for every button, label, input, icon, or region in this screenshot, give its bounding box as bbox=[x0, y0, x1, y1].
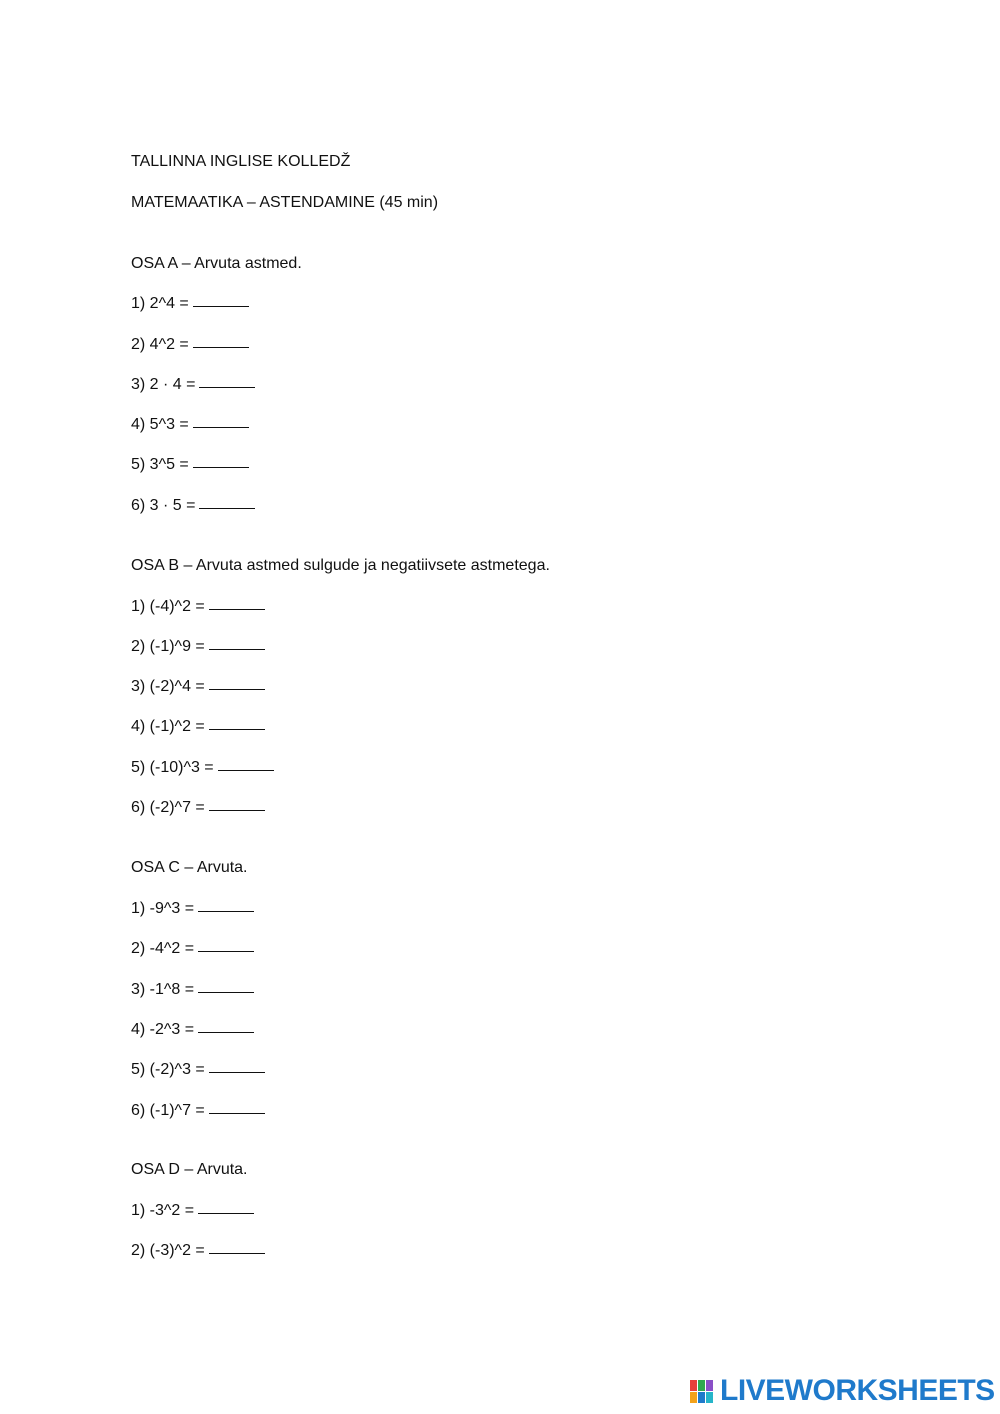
exercise-item: 5) (-10)^3 = bbox=[131, 758, 274, 778]
answer-blank[interactable] bbox=[193, 466, 249, 468]
exercise-item: 1) 2^4 = bbox=[131, 294, 249, 314]
answer-blank[interactable] bbox=[198, 991, 254, 993]
answer-blank[interactable] bbox=[209, 1071, 265, 1073]
section-c-title: OSA C – Arvuta. bbox=[131, 859, 248, 876]
exercise-item: 4) 5^3 = bbox=[131, 415, 249, 435]
worksheet-title: MATEMAATIKA – ASTENDAMINE (45 min) bbox=[131, 194, 439, 211]
answer-blank[interactable] bbox=[198, 950, 254, 952]
answer-blank[interactable] bbox=[193, 346, 249, 348]
section-a-title: OSA A – Arvuta astmed. bbox=[131, 255, 302, 272]
school-name: TALLINNA INGLISE KOLLEDŽ bbox=[131, 153, 351, 170]
answer-blank[interactable] bbox=[218, 769, 274, 771]
answer-blank[interactable] bbox=[199, 507, 255, 509]
exercise-item: 2) -4^2 = bbox=[131, 939, 254, 959]
exercise-item: 2) 4^2 = bbox=[131, 335, 249, 355]
exercise-item: 1) -3^2 = bbox=[131, 1201, 254, 1221]
exercise-item: 3) (-2)^4 = bbox=[131, 677, 265, 697]
answer-blank[interactable] bbox=[209, 728, 265, 730]
liveworksheets-brand: LIVEWORKSHEETS bbox=[720, 1374, 995, 1407]
exercise-item: 2) (-3)^2 = bbox=[131, 1241, 265, 1261]
exercise-item: 6) 3 · 5 = bbox=[131, 496, 255, 516]
liveworksheets-logo[interactable] bbox=[690, 1376, 995, 1406]
section-d-title: OSA D – Arvuta. bbox=[131, 1161, 248, 1178]
answer-blank[interactable] bbox=[209, 1252, 265, 1254]
exercise-item: 4) -2^3 = bbox=[131, 1020, 254, 1040]
exercise-item: 5) 3^5 = bbox=[131, 455, 249, 475]
liveworksheets-logo-icon bbox=[690, 1378, 716, 1404]
exercise-item: 1) -9^3 = bbox=[131, 899, 254, 919]
answer-blank[interactable] bbox=[209, 809, 265, 811]
answer-blank[interactable] bbox=[193, 305, 249, 307]
answer-blank[interactable] bbox=[198, 1031, 254, 1033]
section-b-title: OSA B – Arvuta astmed sulgude ja negatiivsete astmetega. bbox=[131, 557, 550, 574]
exercise-item: 4) (-1)^2 = bbox=[131, 717, 265, 737]
answer-blank[interactable] bbox=[193, 426, 249, 428]
answer-blank[interactable] bbox=[209, 688, 265, 690]
answer-blank[interactable] bbox=[209, 648, 265, 650]
exercise-item: 3) 2 · 4 = bbox=[131, 375, 255, 395]
exercise-item: 6) (-2)^7 = bbox=[131, 798, 265, 818]
answer-blank[interactable] bbox=[209, 1112, 265, 1114]
exercise-item: 2) (-1)^9 = bbox=[131, 637, 265, 657]
answer-blank[interactable] bbox=[209, 608, 265, 610]
exercise-item: 1) (-4)^2 = bbox=[131, 597, 265, 617]
answer-blank[interactable] bbox=[199, 386, 255, 388]
exercise-item: 5) (-2)^3 = bbox=[131, 1060, 265, 1080]
answer-blank[interactable] bbox=[198, 1212, 254, 1214]
exercise-item: 3) -1^8 = bbox=[131, 980, 254, 1000]
exercise-item: 6) (-1)^7 = bbox=[131, 1101, 265, 1121]
answer-blank[interactable] bbox=[198, 910, 254, 912]
